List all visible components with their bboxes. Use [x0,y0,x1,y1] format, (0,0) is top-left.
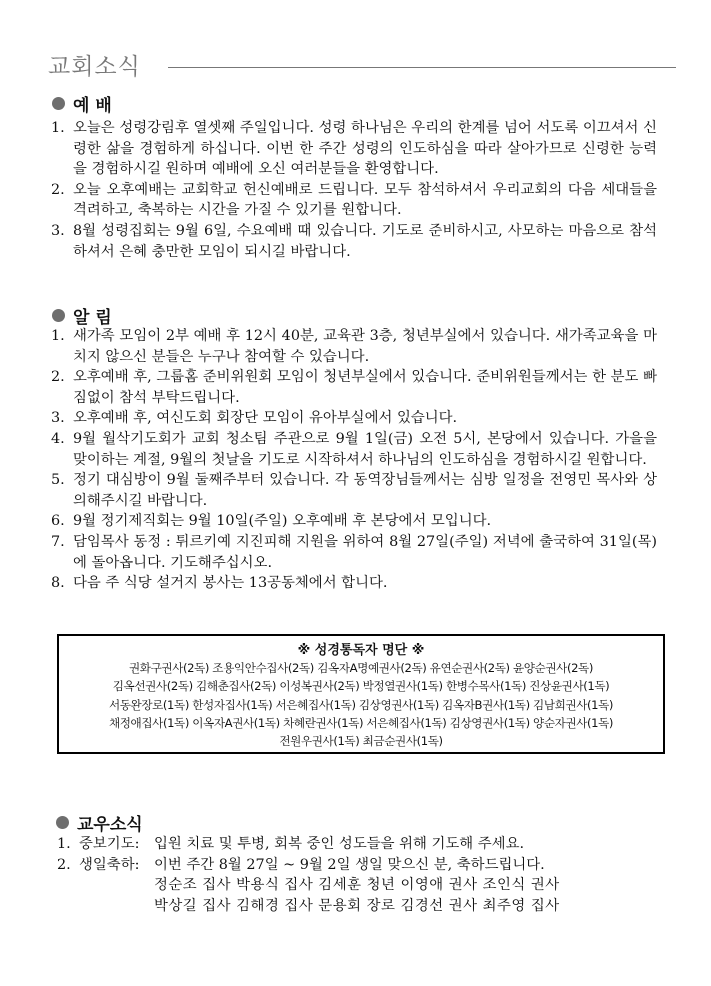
list-item: 1. 새가족 모임이 2부 예배 후 12시 40분, 교육관 3층, 청년부실에서 있습니다. 새가족교육을 마치지 않으신 분들은 누구나 참여할 수 있습니다. [51,328,657,365]
box-title: ※ 성경통독자 명단 ※ [297,643,425,658]
list-item: 1. 오늘은 성령강림후 열셋째 주일입니다. 성령 하나님은 우리의 한계를 넘어 서도록 이끄셔서 신령한 삶을 경험하게 하십니다. 이번 한 주간 성령의 인도하심을 따라 살아가므로 신령한 능력을 경험하시길 원하며 예배에 오신 여러분들을 환영합니다. [51,120,657,178]
list-item: 4. 9월 월삭기도회가 교회 청소팀 주관으로 9월 1일(금) 오전 5시, 본당에서 있습니다. 가을을 맞이하는 계절, 9월의 첫날을 기도로 시작하셔서 하나님의 인도하심을 경험하시길 원합니다. [51,430,657,468]
section-title-text: 교우소식 [77,815,143,835]
list-item: 2. 생일축하: 이번 주간 8월 27일 ~ 9월 2일 생일 맞으신 분, 축하드립니다. [57,856,545,873]
page-title: 교회소식 [48,54,141,80]
bullet-icon [52,97,65,110]
list-item: 8. 다음 주 식당 설거지 봉사는 13공동체에서 합니다. [51,575,388,592]
birthday-names-line: 박상길 집사 김해경 집사 문용회 장로 김경선 권사 최주영 집사 [154,897,560,914]
list-item: 2. 오늘 오후예배는 교회학교 헌신예배로 드립니다. 모두 참석하셔서 우리교회의 다음 세대들을 격려하고, 축복하는 시간을 가질 수 있기를 원합니다. [51,181,657,219]
section-title-text: 예 배 [73,96,112,116]
header-divider [168,67,676,68]
names-line: 김옥선권사(2독) 김해춘집사(2독) 이성복권사(2독) 박정열권사(1독) 한병수목사(1독) 진상윤권사(1독) [112,679,610,694]
list-item: 1. 중보기도: 입원 치료 및 투병, 회복 중인 성도들을 위해 기도해 주세요. [57,836,525,852]
section-title-text: 알 림 [73,308,112,328]
page-header [48,48,676,82]
names-line: 전원우권사(1독) 최금순권사(1독) [279,734,443,749]
worship-list [51,118,657,262]
bible-reading-box [57,634,665,754]
bullet-icon [56,816,69,829]
list-item: 5. 정기 대심방이 9월 둘째주부터 있습니다. 각 동역장님들께서는 심방 일정을 전영민 목사와 상의해주시길 바랍니다. [51,472,657,509]
fellowship-list [57,834,657,916]
names-line: 채정애집사(1독) 이옥자A권사(1독) 차혜란권사(1독) 서은혜집사(1독) 김상영권사(1독) 양순자권사(1독) [108,715,614,730]
names-line: 권화구권사(2독) 조용익안수집사(2독) 김옥자A명예권사(2독) 유연순권사(2독) 윤양순권사(2독) [129,661,593,675]
names-line: 서동완장로(1독) 한성자집사(1독) 서은혜집사(1독) 김상영권사(1독) 김옥자B권사(1독) 김남희권사(1독) [108,697,614,712]
list-item: 7. 담임목사 동정 : 튀르키예 지진피해 지원을 위하여 8월 27일(주일) 저녁에 출국하여 31일(목)에 돌아옵니다. 기도해주십시오. [51,533,657,571]
list-item: 2. 오후예배 후, 그룹홈 준비위원회 모임이 청년부실에서 있습니다. 준비위원들께서는 한 분도 빠짐없이 참석 부탁드립니다. [51,369,657,406]
list-item: 3. 8월 성령집회는 9월 6일, 수요예배 때 있습니다. 기도로 준비하시고, 사모하는 마음으로 참석하셔서 은혜 충만한 모임이 되시길 바랍니다. [51,222,657,260]
notices-section-title [52,303,112,328]
worship-section-title [52,91,112,116]
list-item: 6. 9월 정기제직회는 9월 10일(주일) 오후예배 후 본당에서 모입니다. [51,513,492,530]
list-item: 3. 오후예배 후, 여신도회 회장단 모임이 유아부실에서 있습니다. [51,410,458,427]
fellowship-section-title [56,810,143,835]
notices-list [51,326,657,594]
birthday-names-line: 정순조 집사 박용식 집사 김세훈 청년 이영애 권사 조인식 권사 [154,877,560,894]
bullet-icon [52,309,65,322]
